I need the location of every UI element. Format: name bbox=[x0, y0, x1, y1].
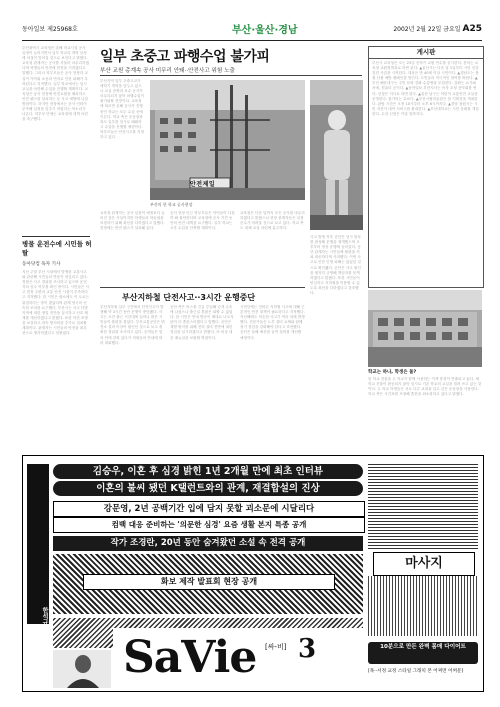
article2-rule bbox=[100, 287, 305, 288]
main-body-col-2: 교육청 관계자는 공사 일정이 예정보다 늦어진 것은 사실이지만 학생들의 학습권을 보장하기 위해 최선을 다하겠다고 말했다. 현장에는 안전 펜스가 설치돼 있다. bbox=[100, 211, 165, 231]
photo-sign-text: 안전제일 bbox=[190, 181, 216, 188]
article2-col-2: 공단 측은 버스를 긴급 투입해 승객 수송에 나섰으나 출근길 혼잡은 피할 수 없었다. 한 시민은 안내 방송이 제대로 나오지 않아 더 혼란스러웠다고 말했다. 공단은 재발 방지를 위해 전력 설비 전반에 대한 점검을 실시하겠다고 밝혔다. 또 비상 대응 매뉴얼을 보완할 방침이다. bbox=[170, 305, 234, 340]
main-body-col-1: 부산지역 일부 초중고교가 새학기 개학을 앞두고 있으나 교실 증축과 보수 공사가 마무리되지 않아 파행수업이 불가피할 전망이다. 교육청에 따르면 올해 공사가 진행 중인 학교는 모두 수십 곳에 이른다. 학교 측은 운동장과 복도 일부를 임시로 폐쇄하고 수업을 진행할 예정이다. 학부모들은 안전사고를 걱정하고 있다. bbox=[100, 79, 144, 140]
main-rule bbox=[100, 75, 362, 76]
school-photo-caption: 학교는 하나, 학생은 둘? bbox=[368, 370, 417, 375]
ad-brand-reading: [싸-비] bbox=[265, 643, 287, 651]
article2-col-1: 부산지하철 일부 구간에서 단전사고가 발생해 약 3시간 동안 운행이 중단됐다. 사고는 오전 출근 시간대에 일어나 많은 시민들이 불편을 겪었다. 부산교통공단은 변전소 설비 이상이 원인인 것으로 보고 정확한 경위를 조사하고 있다. 승객들은 열차 안에 갇혀 있다가 직원들의 안내에 따라 대피했다. bbox=[100, 305, 165, 345]
main-subhead: 부산 교원 총계속 공사 미무리 안돼··안전사고 위험 노출 bbox=[100, 68, 235, 74]
ad-issue-number: 3 bbox=[298, 634, 317, 664]
article2-col-4: 사고 발생 직후 공단은 임시 열차를 편성해 운행을 재개했으며 오후부터 정상 운행에 들어갔다. 공단 관계자는 시민들께 불편을 끼쳐 죄송하다며 사과했다. 이번 사고로 인한 인명 피해는 없었던 것으로 확인됐다. 공단은 사고 원인을 철저히 규명해 책임자를 문책하겠다고 밝혔다. 또한 시민들이 안심하고 지하철을 이용할 수 있도록 최선을 다하겠다고 강조했다. bbox=[310, 235, 361, 296]
ad-footer-note: [목··서정 교정 스타일 그래픽 본 어쩌면 어쩌문] bbox=[368, 669, 464, 674]
ad-right-title: 마사지 bbox=[373, 552, 475, 576]
ad-right-texture bbox=[368, 576, 478, 636]
ad-line-1: 김승우, 이혼 후 심경 밝힌 1년 2개월 만에 최초 인터뷰 bbox=[53, 464, 363, 479]
school-article-body: 한 학교 건물을 두 학교가 함께 사용하는 이색 풍경이 연출되고 있다. 새 학교 건물이 완공되지 않아 임시로 기존 학교의 교실을 빌려 쓰고 있는 것이다. 두 학교 학생들은 서로 다른 교복을 입고 같은 운동장을 사용한다. 학교 측은 시간표를 조정해 혼란을 최소화하고 있다고 밝혔다. bbox=[368, 377, 482, 397]
article2-headline: 부산지하철 단전사고··3시간 운행중단 bbox=[122, 293, 256, 302]
notice-box-title: 게시판 bbox=[369, 47, 483, 59]
ad-line-2: 이혼의 불씨 됐던 K탤런트와의 관계, 재결합설의 진상 bbox=[53, 481, 363, 496]
main-body-col-4: 교육청은 다음 달까지 모든 공사를 마무리하겠다고 밝혔으나 현장 관계자들은 일정 준수가 어려울 것으로 보고 있다. 학교 측도 대체 교실 마련에 분주하다. bbox=[240, 211, 305, 231]
ad-right-image bbox=[368, 464, 478, 549]
side-article-subhead: 동아닷컴 독자 기사 bbox=[22, 262, 61, 267]
school-photo bbox=[368, 290, 482, 367]
date-page: 2002년 2월 22일 금요일 A25 bbox=[393, 24, 482, 34]
ad-line-5: 작가 조경란, 20년 동안 숨겨왔던 소설 속 전격 공개 bbox=[53, 536, 363, 551]
page-header bbox=[22, 20, 482, 41]
notice-box-body: 부산시 교육청은 오는 25일 신학기 교원 연수를 실시한다. 문의는 교육청 교원정책과로 하면 된다. ▲울산시는 다음 달 1일부터 시민 건강 검진 사업을 시작한다. 대상은 만 40세 이상 시민이다. ▲경남도는 봄철 산불 예방 캠페인을 벌인다. 도민들의 적극적인 참여를 바란다. ▲부산 해운대구는 주민 문화 강좌 수강생을 모집한다. 강좌는 요가와 서예, 컴퓨터 등이다. ▲동아일보 부산지사는 독자 초청 음악회를 연다. 신청은 지사로 하면 된다. ▲울산 남구는 어린이 교통안전 교실을 운영한다. 참가비는 무료다. ▲부산시립미술관은 봄 기획전을 개최한다. 관람 시간은 오전 10시부터 오후 6시까지다. ▲경남 창원시는 시민 자전거 대여 서비스를 확대한다. ▲부산대학교는 시민 강좌를 개설한다. 수강 신청은 이달 말까지다. bbox=[372, 61, 479, 116]
left-divider bbox=[22, 236, 90, 237]
main-body-col-3: 공사 현장 인근 학부모들은 아이들이 다칠까 봐 불안하다며 교육청에 공사 기간 동안의 안전 대책을 요구했다. 일부 학교는 오후 수업을 단축할 계획이다. bbox=[170, 211, 235, 231]
notice-box bbox=[368, 46, 484, 288]
side-article-headline: 병물 운전수에 시민들 허탈 bbox=[22, 240, 92, 257]
ad-bottom-right: 10분으로 만든 완벽 몸매 다이어트 bbox=[368, 642, 478, 664]
ad-line-3: 강문영, 2년 공백기간 입에 담지 못할 괴소문에 시달리다 bbox=[53, 501, 365, 517]
paper-name-issue: 동아일보 제25968호 bbox=[22, 26, 78, 33]
side-article-body: 지난 주말 부산 시내에서 발생한 교통사고와 관련해 시민들의 반응이 엇갈리고 있다. 경찰은 사고 경위를 조사하고 있으며 운전자의 음주 여부를 확인 중이다. 시민들은 사고 현장 주변의 교통 안전 시설이 부족하다고 지적했다. 한 시민은 평소에도 이 도로는 위험하다는 말이 많았다며 관계 당국의 신속한 조치를 요구했다. 부산시는 사고 다발 지역에 대한 정밀 진단을 실시하고 신호 체계를 개선하겠다고 밝혔다. 또한 야간 조명을 보강하고 과속 방지턱을 추가로 설치할 계획이다. 관계자는 시민들의 안전을 최우선으로 생각하겠다고 덧붙였다. bbox=[22, 270, 90, 336]
ad-line-4: 컴백 대응 준비하는 '의문한 심경' 요즘 생활 본지 특종 공개 bbox=[53, 517, 365, 533]
ad-portrait bbox=[53, 650, 111, 688]
main-photo-caption: 부산의 한 학교 공사현장 bbox=[150, 202, 193, 207]
ad-brand-name: SaVie bbox=[123, 632, 257, 683]
main-headline: 일부 초중고 파행수업 불가피 bbox=[100, 49, 270, 65]
magazine-advertisement bbox=[22, 455, 484, 692]
worker-photo bbox=[310, 80, 363, 230]
ad-side-label: 한석규 bbox=[41, 607, 48, 625]
left-column-text: 부산광역시 교육청은 올해 학교시설 공사 일정이 늦어지면서 일부 학교의 개학 일정에 차질이 빚어질 것으로 보인다고 밝혔다. 교육청 관계자는 공사를 서둘러 마무리하겠다며 학생들의 안전에 만전을 기하겠다고 말했다. 그러나 학부모들은 공사 현장과 교실이 가까워 소음과 먼지로 인한 피해가 우려된다고 지적했다. 일부 학교에서는 임시 교실을 마련해 수업을 진행할 계획이다. 교육청은 공사 현장에 안전요원을 배치하고 안전 펜스를 설치하는 등 사고 예방에 나설 방침이다. 하지만 현장에서는 공사 인력이 부족해 일정을 맞추기 어렵다는 목소리가 나온다. 학부모 단체는 교육청에 대책 마련을 촉구했다. bbox=[22, 46, 90, 122]
ad-line-6: 화보 제작 발표회 현장 공개 bbox=[83, 574, 335, 590]
main-photo bbox=[150, 80, 305, 200]
section-title: 부산·울산·경남 bbox=[232, 25, 298, 36]
article2-col-3: 시민단체는 잇따른 지하철 사고에 대해 근본적인 안전 대책이 필요하다고 지적했다. 지난해에도 비슷한 사고가 여러 차례 발생했다. 전문가들은 노후 설비 교체와 함께 정기 점검을 강화해야 한다고 조언했다. 공단은 올해 예산을 들여 설비를 개선할 예정이다. bbox=[240, 305, 305, 340]
